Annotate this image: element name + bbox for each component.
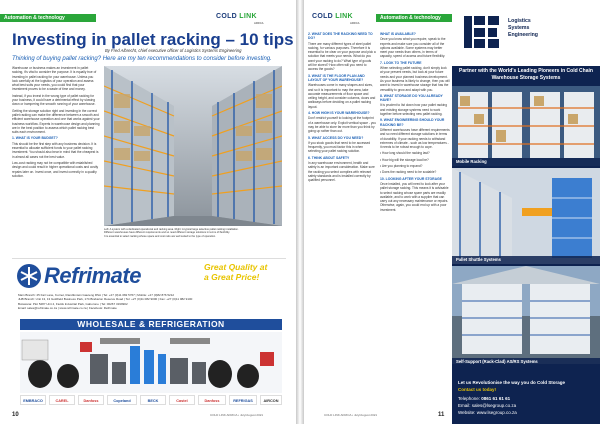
advert-banner: WHOLESALE & REFRIGERATION: [20, 319, 282, 330]
paragraph: Different warehouses have different requirements and so need different storage solutions in terms of durability. If your racking needs to withstand extremes of climate - such as low temperatures - it needs to be robust enough to cope.: [380, 127, 450, 150]
paragraph: There are many different types of steel pallet racking, for various purposes. Therefore it is essential to be clear on your purpose and pick a solution that meets your needs. What do you want your racking to do? What type of goods will be stored? How often will you need to access the goods?: [308, 41, 376, 72]
brand-logo: Copeland: [107, 395, 137, 405]
magazine-logo-tagline: AFRICA: [254, 22, 264, 25]
paragraph: Instead, if you invest in the wrong type of pallet racking for your business, it could have a detrimental effect by slowing down or hampering the smooth running of your warehouse.: [12, 93, 96, 107]
brand-logo: CAREL: [49, 395, 75, 405]
list-item: • How long should the racking last?: [380, 151, 430, 156]
lse-contacts: [458, 395, 517, 416]
brand-logo: Danfoss: [78, 395, 104, 405]
subheading: 3. WHAT IS THE FLOOR PLAN AND LAYOUT OF YOUR WAREHOUSE?: [308, 73, 365, 82]
spread-gutter: [296, 0, 304, 424]
paragraph: If you stock goods that need to be accessed frequently, you must factor this in when selecting your pallet racking solution.: [308, 140, 371, 154]
contact-line: Main Branch: 25 Fair Lane, Kurnet, Randfontein Gauteng RSA | Tel: +27 (0)11 082 5767 | Mobile: +27 (0)82 876 5212: [18, 293, 175, 297]
brand-logo: BECK: [140, 395, 166, 405]
magazine-logo: COLD LINK: [312, 13, 353, 20]
advert-brand: Refrimate: [44, 263, 141, 288]
brand-logo: EMBRACO: [20, 395, 46, 405]
warehouse-racking-photo: [104, 66, 282, 226]
section-tab: Automation & technology: [0, 14, 96, 22]
paragraph: Don't restrict yourself to looking at the footprint of a warehouse only. Exploit vertical space - you may be able to store far more than you think by going up rather than out.: [308, 116, 376, 134]
column-1: [308, 30, 376, 410]
left-page: [0, 0, 296, 424]
section-tab: Automation & technology: [376, 14, 452, 22]
contact-line: Email: sales@refrimate.co.za | www.refrimate.co.za | Facebook: Refrimate: [18, 306, 117, 311]
refrigeration-products-photo: [20, 332, 282, 393]
subheading: 4. HOW HIGH IS YOUR WAREHOUSE?: [308, 111, 370, 116]
paragraph: This should be the first step with any business decision. It is essential to allocate sufficient funds to your pallet racking investment. You should also bear in mind that the cheapest is in almost all cases not the best value.: [12, 141, 99, 159]
page-number: 10: [12, 412, 19, 418]
contact-line: JHB Branch: Unit 13, 13 Goldfield Business Park, 174 Brabazon Reserve Road | Tel: +27 (0)11 082 9000 | Fax: +27 (0)11 082 9100: [18, 297, 193, 302]
website-line: Website: www.lsegroup.co.za: [458, 410, 517, 415]
advert-contacts: [18, 293, 288, 311]
advert-tagline: Great Quality at a Great Price!: [204, 262, 268, 282]
list-item: • How big will the storage load be?: [380, 157, 429, 162]
brand-logo: Danfoss: [198, 395, 226, 405]
refrimate-logo-icon: [16, 263, 42, 289]
refrimate-advert: [12, 258, 286, 408]
brand-logo: AIRCON: [260, 395, 282, 405]
paragraph: Warehouse or business makes an investment in pallet racking, it's vital to consider the purpose. It is equally true of investing in pallet racking for your warehouse. Unless you look carefully at the logistics of your operation and assess what best suits your needs, you could find that your investment proves to be a waste of time and money.: [12, 66, 97, 92]
list-item: • Are you planning to expand?: [380, 164, 423, 169]
caption: Different warehouses have different requirements and so need different storage solutions in terms of flexibility.: [104, 231, 230, 235]
label-mobile-racking: Mobile Racking: [452, 158, 600, 166]
asrs-photo: [452, 266, 600, 364]
magazine-logo: COLD LINK: [216, 13, 257, 20]
paragraph: Low-cost racking may not be compatible with established design and could result in higher operational costs and costly repairs later on. Invest once, and invest correctly in a quality solution.: [12, 160, 99, 178]
lse-logo-icon: [462, 12, 502, 52]
list-item: • Does the racking need to be scalable?: [380, 170, 437, 175]
mobile-racking-photo: [452, 86, 600, 166]
label-pallet-shuttle: Pallet Shuttle Systems: [452, 256, 600, 264]
column-2: [380, 30, 450, 410]
column-1: [12, 66, 100, 251]
paragraph: In any warehouse environment, health and safety is an important consideration. Make sure the racking you select complies with relevant safety standards and is installed correctly by qualified personnel.: [308, 161, 375, 183]
lse-advert: [452, 0, 600, 424]
footer-magazine: COLD LINK AFRICA • July/August 2021: [210, 413, 264, 417]
email-line: Email: sales@lsegroup.co.za: [458, 403, 517, 408]
subheading: 8. WHAT STORAGE DO YOU ALREADY HAVE?: [380, 93, 443, 103]
paragraph: It is prudent to list down how your pallet racking and existing storage systems need to work together before selecting new pallet racking.: [380, 103, 447, 117]
lse-header: [452, 0, 600, 66]
subheading: WHAT IS AVAILABLE?: [380, 32, 416, 36]
paragraph: Getting the storage solution right and investing in the correct pallet racking can make the difference between a smooth and efficient warehouse operation and one that works against your business workflow. Experts in warehouse design and planning are in the best position to assess which pallet racking best suits each environment.: [12, 108, 100, 135]
paragraph: Once you know what you require, speak to the experts and make sure you consider all of the options available. Some systems may better meet your needs than others, in terms of capacity, speed of access and future flexibility.: [380, 37, 446, 59]
subheading: 6. THINK ABOUT SAFETY: [308, 155, 350, 160]
brand-logos: [20, 395, 282, 405]
lse-headline: Partner with the World's Leading Pioneers in Cold Chain Warehouse Storage Systems: [459, 68, 593, 81]
subheading: 7. LOOK TO THE FUTURE: [380, 60, 422, 65]
subheading: 10. LOOKING AFTER YOUR STORAGE: [380, 176, 442, 181]
article-intro: Thinking of buying pallet racking? Here are my ten recommendations to consider before investing.: [12, 56, 272, 62]
paragraph: When selecting pallet racking, don't simply look at your present needs, but look at your future needs and your planned business development. As your business is likely to change, then you will want to invest in warehouse storage that has the versatility to grow and adapt with you.: [380, 66, 450, 92]
paragraph: Warehouses come in many shapes and sizes, and so it is important to map the area, take accurate measurements of floor space and ceiling height, and consider columns, doors and walkways before deciding on a pallet racking layout.: [308, 83, 376, 109]
subheading: 9. WHAT ENGINEERING SHOULD YOUR RACKING BE?: [380, 118, 445, 127]
caption: It is essential to select racking whose space and cost ratio are well suited to the type of operation.: [104, 234, 216, 238]
magazine-logo-tagline: AFRICA: [350, 22, 360, 25]
label-asrs: Self-Support (Rack-Clad) AS/RS Systems: [452, 358, 600, 366]
lse-company-name: Logistics Systems Engineering: [508, 18, 538, 38]
byline: By Fred Albrecht, chief executive officer of Logistics Systems Engineering: [105, 48, 242, 53]
photo-captions: [104, 228, 284, 252]
brand-logo: Castel: [169, 395, 195, 405]
paragraph: Once installed, you will need to look after your pallet storage racking. This means it is advisable to select racking whose spare parts are readily available, and to work with a supplier that can carry out any necessary maintenance or repairs. Otherwise, again, you could end up with a poor investment.: [380, 181, 449, 212]
pallet-shuttle-photo: [452, 168, 600, 264]
caption: Left: A system with a dedicated operational and racking area. Right: A typical large selective pallet racking installation.: [104, 228, 239, 231]
subheading: 5. WHAT ACCESS DO YOU NEED?: [308, 135, 364, 140]
contact-line: Botswana: Plot 5287 Unit 4, Fields Industrial Park, Gaborone | Tel: 00267 3199902: [18, 301, 128, 306]
subheading: 2. WHAT DOES THE RACKING NEED TO DO?: [308, 32, 373, 41]
page-number: 11: [438, 412, 445, 418]
article-title: Investing in pallet racking – 10 tips: [12, 30, 294, 49]
subheading: 1. WHAT IS YOUR BUDGET?: [12, 136, 58, 141]
telephone-line: Telephone: 0861 61 61 61: [458, 396, 511, 401]
lse-call-to-action: Let us Revolutionise the way you do Cold Storage Contact us today!: [458, 380, 566, 392]
footer-magazine: COLD LINK AFRICA • July/August 2021: [324, 413, 378, 417]
brand-logo: REFRIGAS: [229, 395, 257, 405]
